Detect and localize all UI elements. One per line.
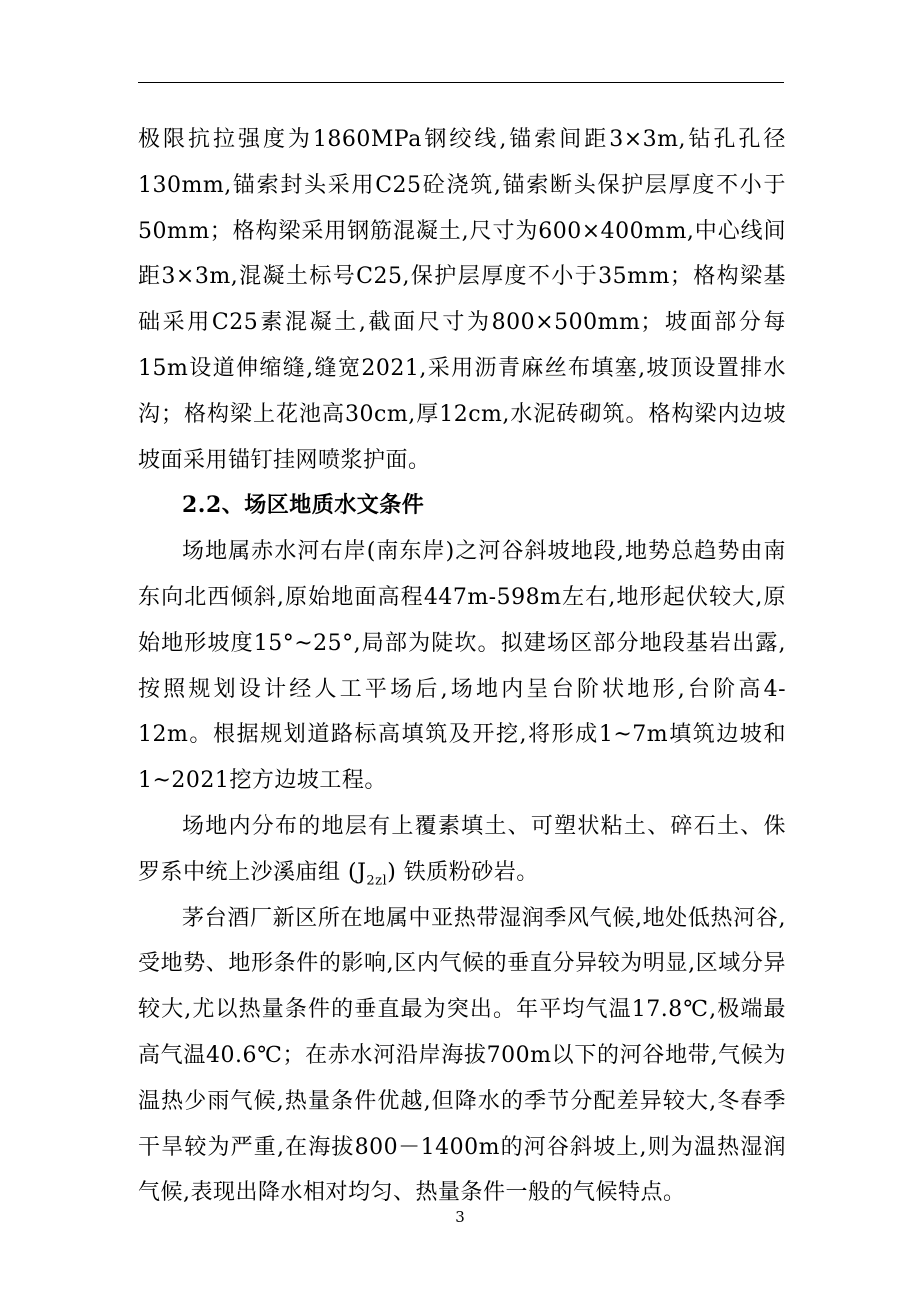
section-heading: 2.2、场区地质水文条件 [182,492,425,519]
paragraph-strata [138,804,786,896]
paragraph-anchor-specs: 极限抗拉强度为1860MPa钢绞线,锚索间距3×3m,钻孔孔径130mm,锚索封头采用C25砼浇筑,锚索断头保护层厚度不小于50mm；格构梁采用钢筋混凝土,尺寸为600×400mm,中心线间距3×3m,混凝土标号C25,保护层厚度不小于35mm；格构梁基础采用C25素混凝土,截面尺寸为800×500mm；坡面部分每15m设道伸缩缝,缝宽2021,采用沥青麻丝布填塞,坡顶设置排水沟；格构梁上花池高30cm,厚12cm,水泥砖砌筑。格构梁内边坡坡面采用锚钉挂网喷浆护面。 [138,127,786,473]
strata-text-before: 场地内分布的地层有上覆素填土、可塑状粘土、碎石土、侏罗系中统上沙溪庙组 (J [138,813,786,885]
paragraph-climate: 茅台酒厂新区所在地属中亚热带湿润季风气候,地处低热河谷,受地势、地形条件的影响,区内气候的垂直分异较为明显,区域分异较大,尤以热量条件的垂直最为突出。年平均气温17.8℃,极端最高气温40.6℃；在赤水河沿岸海拔700m以下的河谷地带,气候为温热少雨气候,热量条件优越,但降水的季节分配差异较大,冬春季干旱较为严重,在海拔800－1400m的河谷斜坡上,则为温热湿润气候,表现出降水相对均匀、热量条件一般的气候特点。 [138,905,786,1206]
header-rule [138,82,784,83]
paragraph-terrain: 场地属赤水河右岸(南东岸)之河谷斜坡地段,地势总趋势由南东向北西倾斜,原始地面高程447m-598m左右,地形起伏较大,原始地形坡度15°~25°,局部为陡坎。拟建场区部分地段基岩出露,按照规划设计经人工平场后,场地内呈台阶状地形,台阶高4-12m。根据规划道路标高填筑及开挖,将形成1~7m填筑边坡和1~2021挖方边坡工程。 [138,539,786,794]
strata-text-after: ) 铁质粉砂岩。 [387,859,539,885]
page-number: 3 [455,1208,465,1226]
document-body [138,117,786,1216]
strata-subscript: 2zl [366,873,388,889]
